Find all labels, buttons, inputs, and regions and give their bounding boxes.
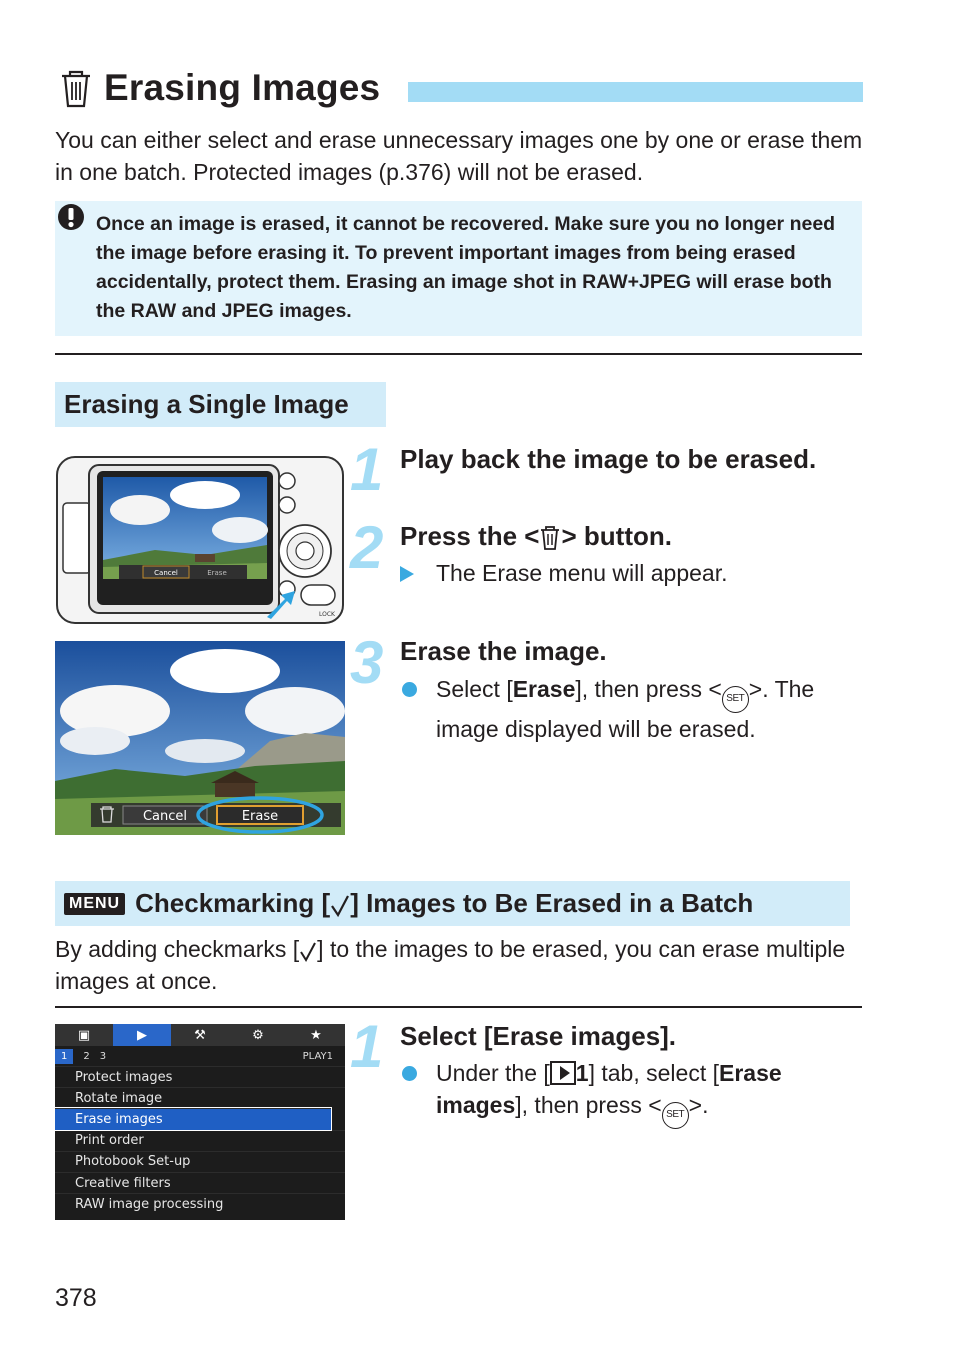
- section-heading-text: Erasing a Single Image: [64, 389, 349, 419]
- caution-text: Once an image is erased, it cannot be recovered. Make sure you no longer need the image before erasing it. To prevent important images from being erased accidentally, protect them. Erasing an image shot in RAW+JPEG will erase both the RAW and JPEG images.: [96, 213, 836, 322]
- title-decoration-bar: [408, 82, 863, 102]
- divider: [55, 1006, 862, 1008]
- step-result: [400, 557, 860, 589]
- subtab: 2: [83, 1050, 90, 1062]
- divider: [55, 353, 862, 355]
- step-number: 3: [350, 629, 384, 696]
- trash-icon: [539, 523, 561, 551]
- menu-item-selected: Erase images: [55, 1108, 331, 1129]
- title-text: Erasing Images: [104, 67, 381, 108]
- step-title: Select [Erase images].: [400, 1021, 677, 1051]
- caution-icon: [57, 203, 85, 231]
- set-button-icon: SET: [722, 686, 749, 713]
- section-heading-batch: [55, 881, 850, 926]
- erase-screen-illustration: [55, 641, 345, 835]
- section-heading-text: Checkmarking [ ] Images to Be Erased in a Batch: [135, 888, 754, 918]
- step-instruction-text: Select [Erase], then press < SET >. The image displayed will be erased.: [436, 676, 815, 742]
- menu-subtabs: [55, 1046, 345, 1066]
- menu-item: Photobook Set-up: [55, 1151, 345, 1172]
- screen-erase-label: Erase: [241, 809, 279, 824]
- page-title: [58, 66, 380, 110]
- camera-erase-label: Erase: [207, 569, 227, 577]
- menu-item: RAW image processing: [55, 1193, 345, 1214]
- section-heading-single: [55, 382, 386, 427]
- screen-cancel-label: Cancel: [142, 809, 188, 824]
- page-number: 378: [55, 1284, 97, 1312]
- step-number: 2: [350, 514, 384, 581]
- playback-tab-icon: ▶: [113, 1024, 171, 1046]
- set-button-icon: SET: [662, 1102, 689, 1129]
- checkmark-icon: [299, 941, 317, 963]
- step-number: 1: [350, 436, 384, 503]
- custom-tab-icon: ⚙: [252, 1027, 264, 1043]
- star-tab-icon: ★: [310, 1027, 322, 1043]
- camera-cancel-label: Cancel: [154, 569, 178, 577]
- subtab: 3: [99, 1050, 107, 1062]
- checkmark-icon: [330, 894, 350, 918]
- step-title: [400, 520, 672, 552]
- batch-intro-text: By adding checkmarks [ ] to the images to be erased, you can erase multiple images at once.: [55, 936, 846, 994]
- step-number: 1: [350, 1013, 384, 1080]
- step-title-post: > button.: [561, 521, 672, 551]
- menu-tag-icon: MENU: [64, 893, 125, 915]
- playback-icon: [550, 1061, 576, 1085]
- bullet-dot-icon: [402, 682, 417, 697]
- trash-icon: [58, 66, 94, 110]
- menu-item: Protect images: [55, 1066, 345, 1087]
- menu-item: Print order: [55, 1130, 345, 1151]
- menu-screen-illustration: [55, 1024, 345, 1220]
- subtab: 1: [55, 1049, 73, 1064]
- result-triangle-icon: [400, 566, 414, 582]
- camera-tab-icon: ▣: [77, 1027, 91, 1043]
- step-title: Erase the image.: [400, 636, 607, 666]
- camera-lock-label: LOCK: [319, 611, 335, 618]
- wrench-tab-icon: ⚒: [194, 1027, 206, 1043]
- step-instruction-text: Under the [ 1] tab, select [Erase images], then press < SET >.: [436, 1057, 860, 1129]
- camera-back-illustration: [55, 455, 345, 625]
- step-result-text: The Erase menu will appear.: [436, 560, 728, 586]
- menu-tabs: [55, 1024, 345, 1046]
- caution-box: [55, 201, 862, 336]
- bullet-dot-icon: [402, 1066, 417, 1081]
- menu-item: Creative filters: [55, 1172, 345, 1193]
- step-title: Play back the image to be erased.: [400, 444, 817, 474]
- step-instruction: [400, 673, 870, 745]
- step-title-pre: Press the <: [400, 521, 540, 551]
- intro-text: You can either select and erase unnecessary images one by one or erase them in one batch. Protected images (p.376) will not be erased.: [55, 127, 863, 185]
- menu-item: Rotate image: [55, 1087, 345, 1108]
- play-label: PLAY1: [302, 1050, 333, 1062]
- step-instruction: [400, 1057, 860, 1129]
